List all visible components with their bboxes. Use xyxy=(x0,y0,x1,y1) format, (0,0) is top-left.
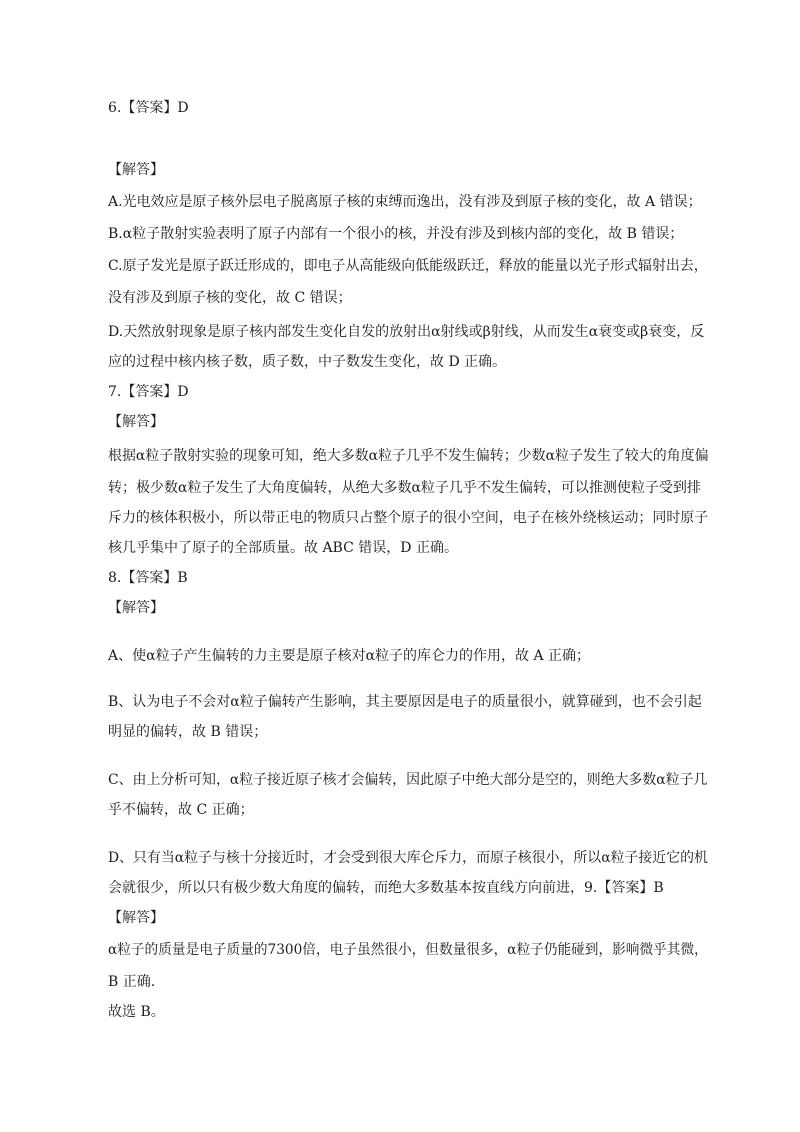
q7-analysis-line-1: 根据α粒子散射实验的现象可知，绝大多数α粒子几乎不发生偏转；少数α粒子发生了较大的角度偏 xyxy=(108,448,709,464)
q8-option-d: D、只有当α粒子与核十分接近时，才会受到很大库仑斥力，而原子核很小，所以α粒子接近它的机 xyxy=(108,850,708,866)
q6-answer-heading: 6.【答案】D xyxy=(108,100,189,116)
q8-option-b-cont: 明显的偏转，故 B 错误； xyxy=(108,724,268,740)
q8-analysis-label: 【解答】 xyxy=(108,600,164,616)
q9-conclusion: 故选 B。 xyxy=(108,1004,165,1020)
q9-analysis-line-1: α粒子的质量是电子质量的7300倍，电子虽然很小，但数量很多，α粒子仍能碰到，影响微乎其微， xyxy=(108,942,708,958)
q9-analysis-line-2: B 正确. xyxy=(108,974,156,990)
q7-analysis-line-3: 斥力的核体积极小，所以带正电的物质只占整个原子的很小空间，电子在核外绕核运动；同时原子 xyxy=(108,510,709,526)
q6-option-a: A.光电效应是原子核外层电子脱离原子核的束缚而逸出，没有涉及到原子核的变化，故 A 错误； xyxy=(108,194,702,210)
q9-analysis-label: 【解答】 xyxy=(108,910,164,926)
q6-option-c-cont: 没有涉及到原子核的变化，故 C 错误； xyxy=(108,290,352,306)
q6-analysis-label: 【解答】 xyxy=(108,162,164,178)
q7-analysis-line-2: 转；极少数α粒子发生了大角度偏转，从绝大多数α粒子几乎不发生偏转，可以推测使粒子受到排 xyxy=(108,480,701,496)
q8-option-c-cont: 乎不偏转，故 C 正确； xyxy=(108,802,254,818)
q8-option-b: B、认为电子不会对α粒子偏转产生影响，其主要原因是电子的质量很小，就算碰到，也不会引起 xyxy=(108,694,702,710)
q7-answer-heading: 7.【答案】D xyxy=(108,384,189,400)
q6-option-d: D.天然放射现象是原子核内部发生变化自发的放射出α射线或β射线，从而发生α衰变或β衰变，反 xyxy=(108,324,705,340)
q8-option-d-cont: 会就很少，所以只有极少数大角度的偏转，而绝大多数基本按直线方向前进，9.【答案】B xyxy=(108,880,664,896)
q6-option-c: C.原子发光是原子跃迁形成的，即电子从高能级向低能级跃迁，释放的能量以光子形式辐射出去， xyxy=(108,258,708,274)
q7-analysis-label: 【解答】 xyxy=(108,414,164,430)
q8-option-c: C、由上分析可知，α粒子接近原子核才会偏转，因此原子中绝大部分是空的，则绝大多数α粒子几 xyxy=(108,772,708,788)
q7-analysis-line-4: 核几乎集中了原子的全部质量。故 ABC 错误，D 正确。 xyxy=(108,540,458,556)
q6-option-d-cont: 应的过程中核内核子数，质子数，中子数发生变化，故 D 正确。 xyxy=(108,354,507,370)
q8-answer-heading: 8.【答案】B xyxy=(108,570,188,586)
q6-option-b: B.α粒子散射实验表明了原子内部有一个很小的核，并没有涉及到核内部的变化，故 B 错误； xyxy=(108,226,684,242)
q8-option-a: A、使α粒子产生偏转的力主要是原子核对α粒子的库仑力的作用，故 A 正确； xyxy=(108,648,591,664)
